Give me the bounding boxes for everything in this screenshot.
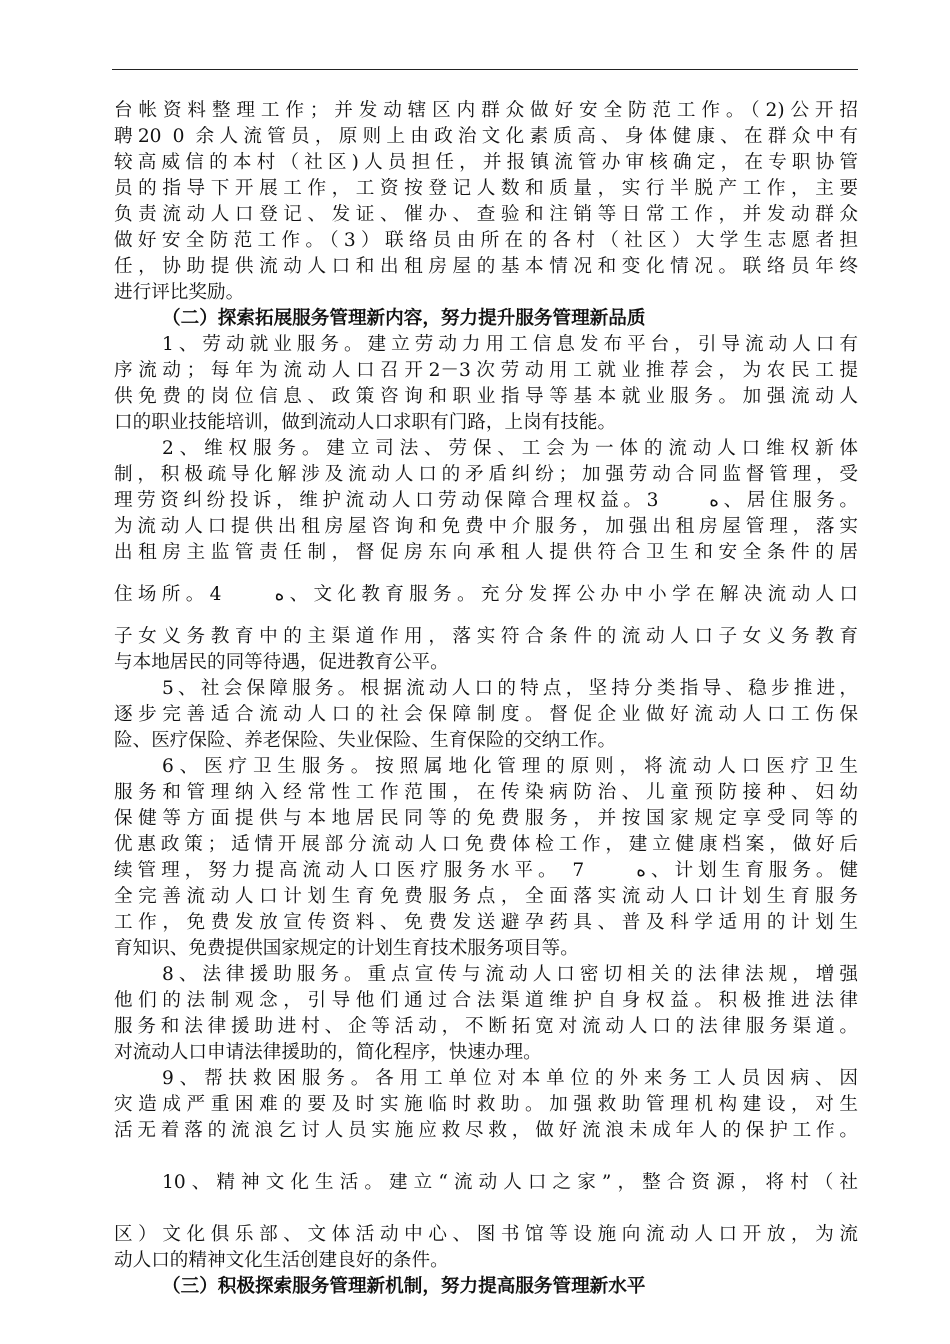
text-line: 1、劳动就业服务。建立劳动力用工信息发布平台，引导流动人口有 (162, 334, 858, 355)
text-line: 他们的法制观念，引导他们通过合法渠道维护自身权益。积极推进法律 (114, 990, 858, 1011)
text-line: 8、法律援助服务。重点宣传与流动人口密切相关的法律法规，增强 (162, 964, 858, 985)
text-line: 区）文化俱乐部、文体活动中心、图书馆等设施向流动人口开放，为流 (114, 1224, 858, 1245)
text-line: 进行评比奖励。 (114, 282, 245, 303)
text-line: 续管理，努力提高流动人口医疗服务水平。 7 ه、计划生育服务。健 (114, 860, 858, 881)
text-line: 工作，免费发放宣传资料、免费发送避孕药具、普及科学适用的计划生 (114, 912, 858, 933)
text-line: 口的职业技能培训，做到流动人口求职有门路，上岗有技能。 (114, 412, 617, 433)
header-rule (112, 69, 858, 70)
text-line: 台帐资料整理工作；并发动辖区内群众做好安全防范工作。（2)公开招 (114, 100, 858, 121)
text-line: 活无着落的流浪乞讨人员实施应救尽救，做好流浪未成年人的保护工作。 (114, 1120, 858, 1141)
text-line: 险、医疗保险、养老保险、失业保险、生育保险的交纳工作。 (114, 730, 617, 751)
text-line: 聘20 0 余人流管员，原则上由政治文化素质高、身体健康、在群众中有 (114, 126, 858, 147)
text-line: 较高威信的本村（社区)人员担任，并报镇流管办审核确定，在专职协管 (114, 152, 858, 173)
text-line: 出租房主监管责任制，督促房东向承租人提供符合卫生和安全条件的居 (114, 542, 858, 563)
document-body (114, 98, 858, 1300)
text-line: 服务和管理纳入经常性工作范围，在传染病防治、儿童预防接种、妇幼 (114, 782, 858, 803)
text-line: 供免费的岗位信息、政策咨询和职业指导等基本就业服务。加强流动人 (114, 386, 858, 407)
text-line: 6、医疗卫生服务。按照属地化管理的原则，将流动人口医疗卫生 (162, 756, 858, 777)
text-line: 子女义务教育中的主渠道作用，落实符合条件的流动人口子女义务教育 (114, 626, 858, 647)
text-line: 保健等方面提供与本地居民同等的免费服务，并按国家规定享受同等的 (114, 808, 858, 829)
text-line: 序流动；每年为流动人口召开2－3次劳动用工就业推荐会，为农民工提 (114, 360, 858, 381)
text-line: 服务和法律援助进村、企等活动，不断拓宽对流动人口的法律服务渠道。 (114, 1016, 858, 1037)
text-line: 9、帮扶救困服务。各用工单位对本单位的外来务工人员因病、因 (162, 1068, 858, 1089)
text-line: 与本地居民的同等待遇，促进教育公平。 (114, 652, 449, 673)
text-line: 灾造成严重困难的要及时实施临时救助。加强救助管理机构建设，对生 (114, 1094, 858, 1115)
section-heading-2: （二）探索拓展服务管理新内容，努力提升服务管理新品质 (162, 308, 646, 329)
text-line: 为流动人口提供出租房屋咨询和免费中介服务，加强出租房屋管理，落实 (114, 516, 858, 537)
text-line: 任，协助提供流动人口和出租房屋的基本情况和变化情况。联络员年终 (114, 256, 858, 277)
text-line: 做好安全防范工作。（3）联络员由所在的各村（社区）大学生志愿者担 (114, 230, 858, 251)
text-line: 优惠政策；适情开展部分流动人口免费体检工作，建立健康档案，做好后 (114, 834, 858, 855)
text-line: 动人口的精神文化生活创建良好的条件。 (114, 1250, 449, 1271)
text-line: 5、社会保障服务。根据流动人口的特点，坚持分类指导、稳步推进， (162, 678, 858, 699)
text-line: 育知识、免费提供国家规定的计划生育技术服务项目等。 (114, 938, 579, 959)
text-line: 负责流动人口登记、发证、催办、查验和注销等日常工作，并发动群众 (114, 204, 858, 225)
text-line: 对流动人口申请法律援助的，简化程序，快速办理。 (114, 1042, 542, 1063)
text-line: 制，积极疏导化解涉及流动人口的矛盾纠纷；加强劳动合同监督管理，受 (114, 464, 858, 485)
text-line: 理劳资纠纷投诉，维护流动人口劳动保障合理权益。3 ه、居住服务。 (114, 490, 858, 511)
text-line: 住场所。4 ه、文化教育服务。充分发挥公办中小学在解决流动人口 (114, 584, 858, 605)
text-line: 逐步完善适合流动人口的社会保障制度。督促企业做好流动人口工伤保 (114, 704, 858, 725)
text-line: 2、维权服务。建立司法、劳保、工会为一体的流动人口维权新体 (162, 438, 858, 459)
text-line: 全完善流动人口计划生育免费服务点，全面落实流动人口计划生育服务 (114, 886, 858, 907)
section-heading-3: （三）积极探索服务管理新机制，努力提高服务管理新水平 (162, 1276, 646, 1297)
text-line: 员的指导下开展工作，工资按登记人数和质量，实行半脱产工作，主要 (114, 178, 858, 199)
text-line: 10、精神文化生活。建立“流动人口之家”，整合资源，将村（社 (162, 1172, 858, 1193)
